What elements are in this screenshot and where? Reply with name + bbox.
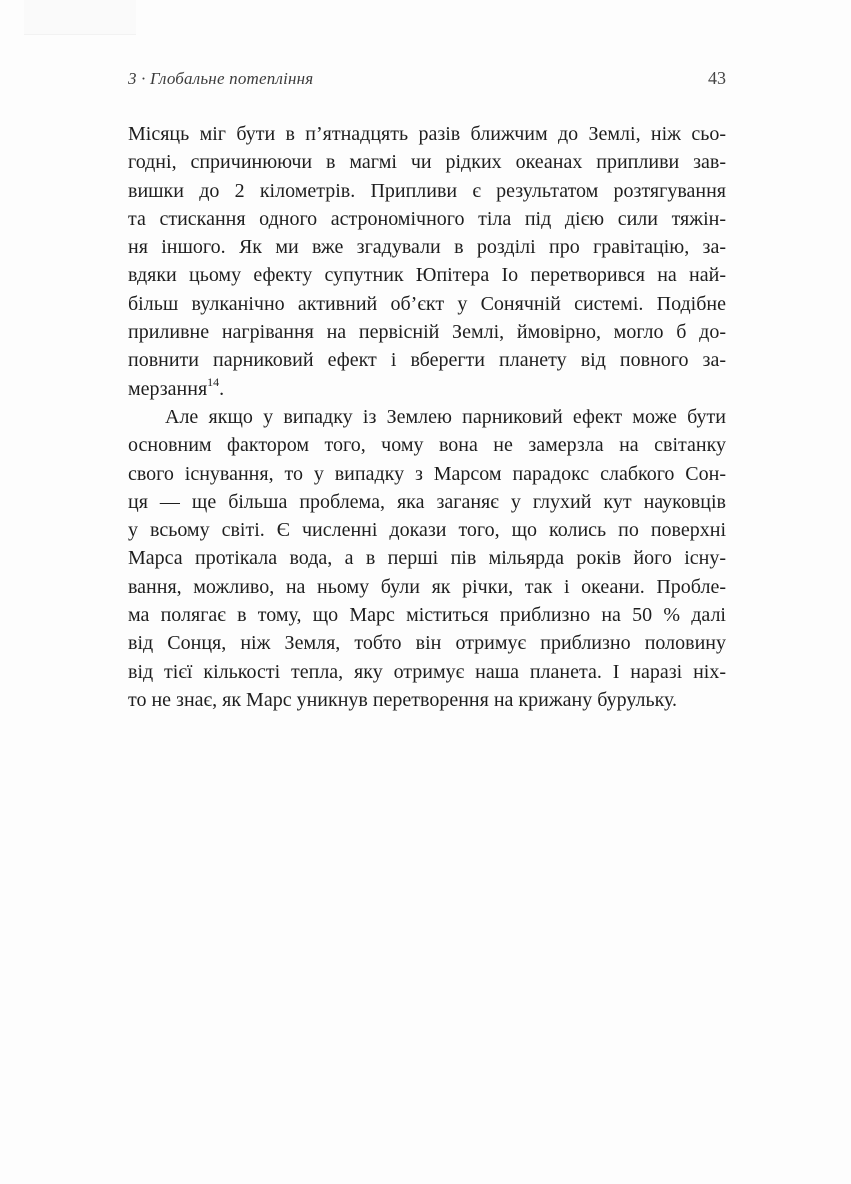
text-line: ма полягає в тому, що Марс міститься приблизно на 50 % далі: [128, 604, 726, 627]
running-head: 3 · Глобальне потепління: [128, 69, 314, 88]
text-line: Але якщо у випадку із Землею парниковий ефект може бути: [165, 405, 726, 428]
text-line: вдяки цьому ефекту супутник Юпітера Іо перетворився на най-: [128, 264, 726, 287]
text-line: більш вулканічно активний об’єкт у Сонячній системі. Подібне: [128, 292, 726, 315]
page-header: [128, 68, 726, 89]
text-line: ця — ще більша проблема, яка заганяє у глухий кут науковців: [128, 490, 726, 513]
text-line: вишки до 2 кілометрів. Припливи є результатом розтягування: [128, 179, 726, 202]
text-line: вання, можливо, на ньому були як річки, так і океани. Пробле-: [128, 575, 726, 598]
scan-artifact-patch: [24, 0, 136, 35]
text-line: повнити парниковий ефект і вберегти планету від повного за-: [128, 349, 726, 372]
text-line: то не знає, як Марс уникнув перетворення на крижану бурульку.: [128, 688, 678, 711]
text-line: годні, спричинюючи в магмі чи рідких океанах припливи зав-: [128, 151, 726, 174]
text-line: Місяць міг бути в п’ятнадцять разів ближчим до Землі, ніж сьо-: [128, 123, 726, 145]
text-line: від тієї кількості тепла, яку отримує наша планета. І наразі ніх-: [128, 660, 726, 683]
text-line: свого існування, то у випадку з Марсом парадокс слабкого Сон-: [128, 462, 726, 485]
text-line: ня іншого. Як ми вже згадували в розділі про гравітацію, за-: [128, 236, 726, 259]
text-line: Марса протікала вода, а в перші пів мільярда років його існу-: [128, 547, 726, 570]
text-line: мерзання$^{14}$.: [128, 375, 225, 400]
text-line: приливне нагрівання на первісній Землі, ймовірно, могло б до-: [128, 321, 726, 344]
text-line: основним фактором того, чому вона не замерзла на світанку: [128, 434, 726, 457]
page-number: 43: [708, 68, 726, 88]
text-line: та стискання одного астрономічного тіла під дією сили тяжін-: [128, 207, 726, 230]
text-line: у всьому світі. Є численні докази того, що колись по поверхні: [128, 519, 726, 542]
text-line: від Сонця, ніж Земля, тобто він отримує приблизно половину: [128, 632, 726, 655]
body-text: [128, 120, 726, 714]
